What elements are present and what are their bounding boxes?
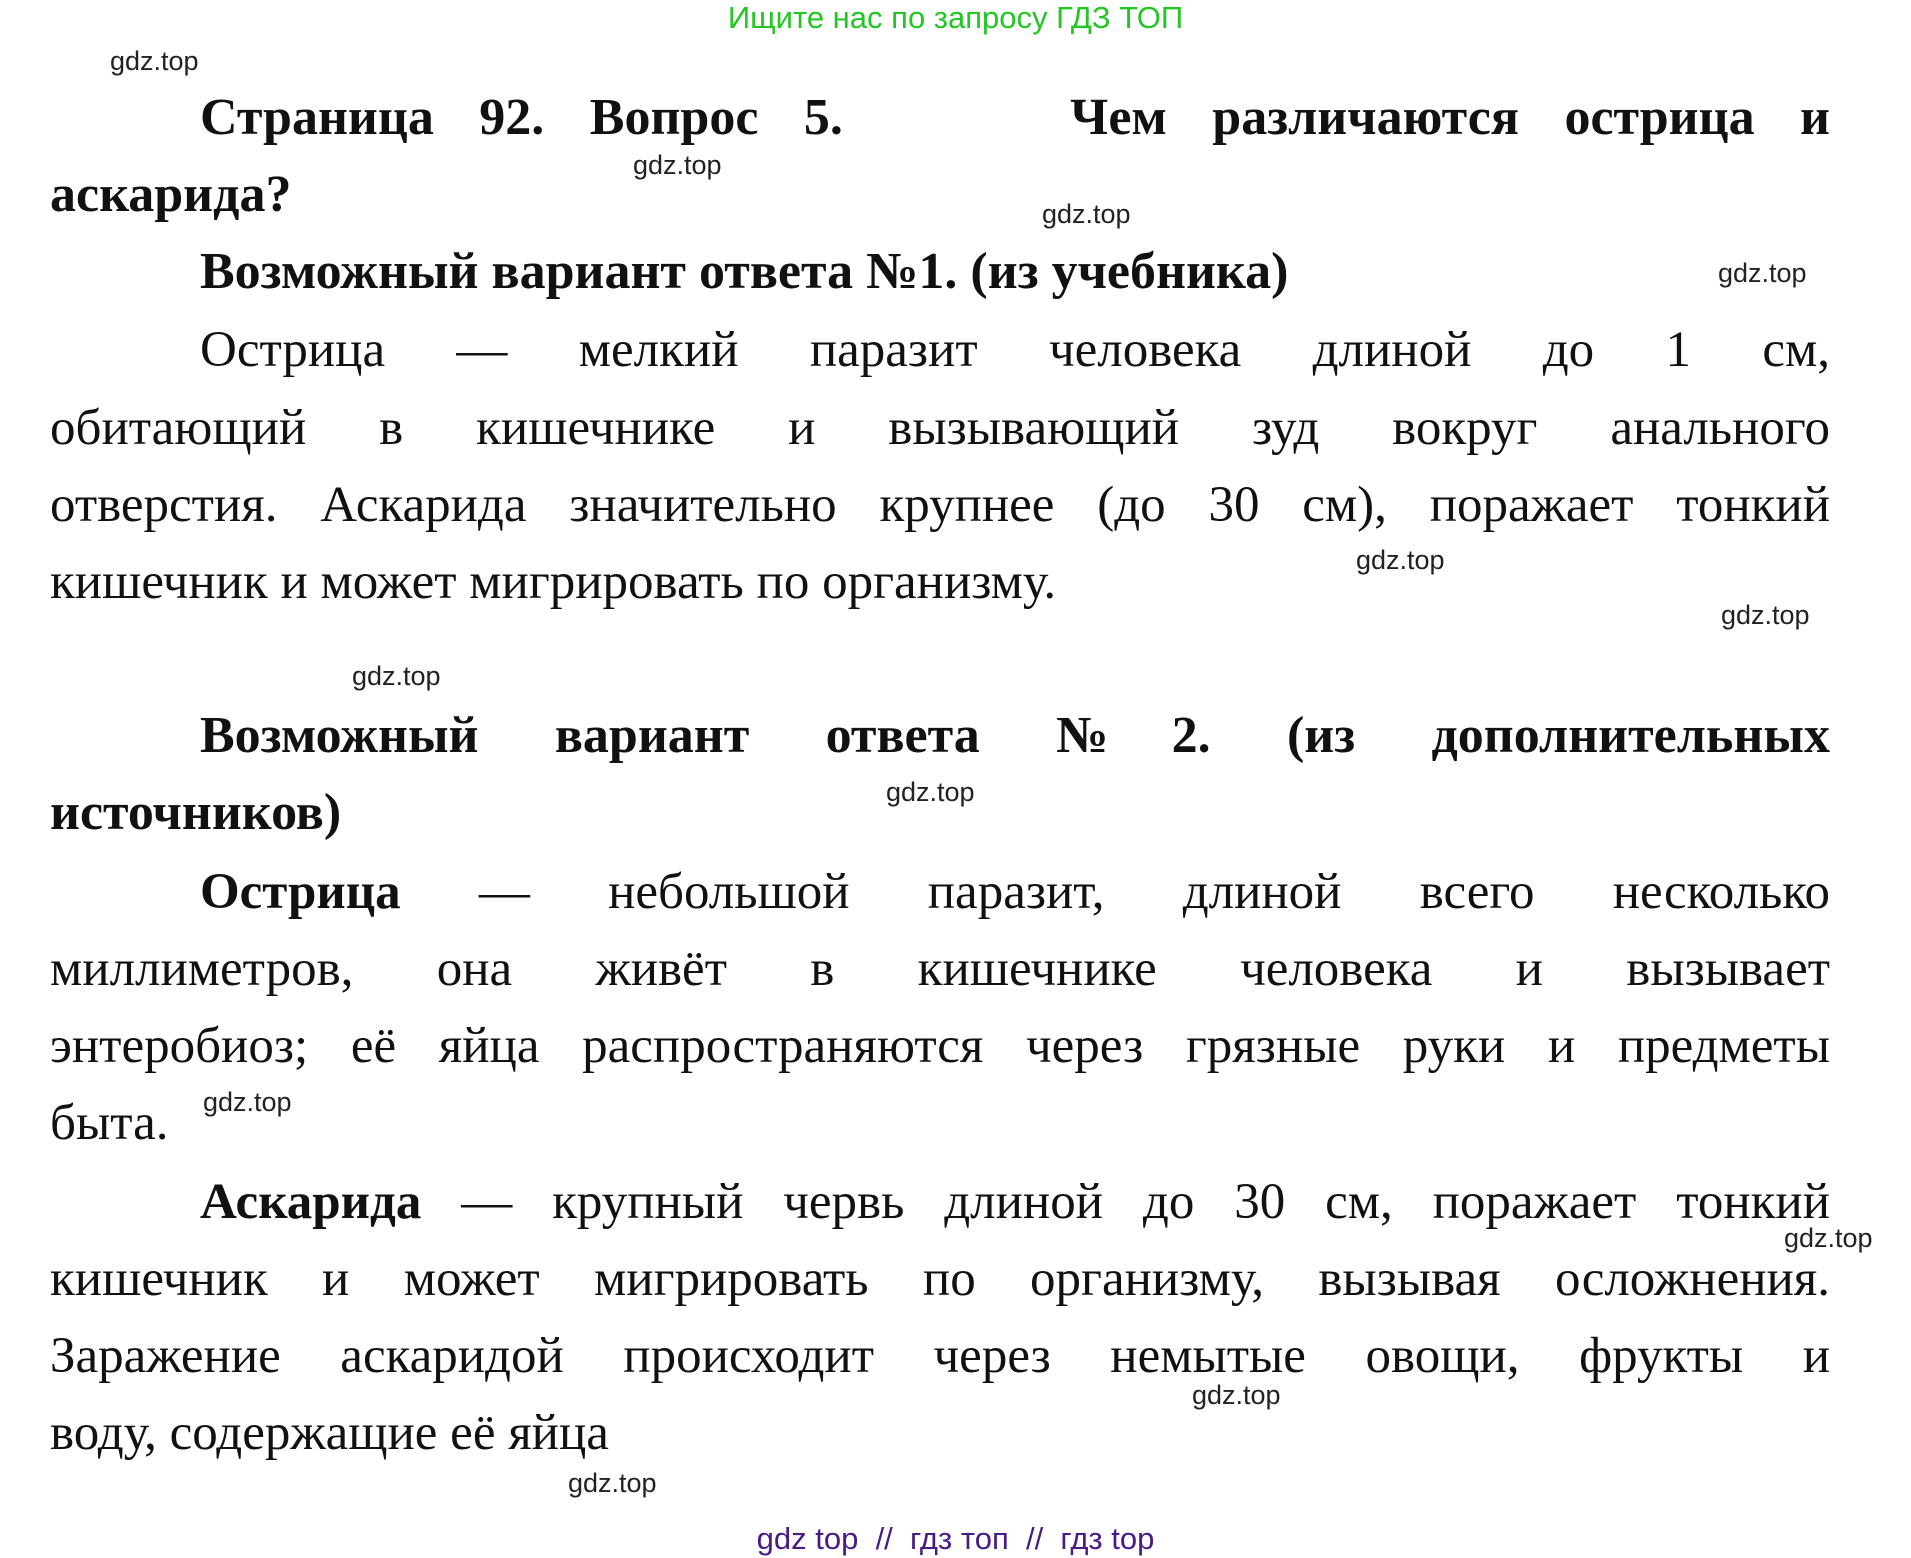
footer-links: gdz top // гдз топ // гдз top: [756, 1521, 1155, 1556]
answer1-line: отверстия. Аскарида значительно крупнее (до 30 см), поражает тонкий: [50, 477, 1830, 533]
answer1-line: Острица — мелкий паразит человека длиной до 1 см,: [200, 322, 1830, 378]
watermark: gdz.top: [110, 46, 199, 76]
watermark: gdz.top: [1721, 600, 1810, 630]
watermark: gdz.top: [568, 1468, 657, 1498]
watermark: gdz.top: [203, 1087, 292, 1117]
pinworm-term: Острица: [200, 864, 401, 920]
watermark: gdz.top: [1718, 258, 1807, 288]
pinworm-line: энтеробиоз; её яйца распространяются через грязные руки и предметы: [50, 1018, 1830, 1074]
pinworm-line: быта.: [50, 1095, 169, 1151]
watermark: gdz.top: [352, 661, 441, 691]
answer1-line: обитающий в кишечнике и вызывающий зуд вокруг анального: [50, 400, 1830, 456]
roundworm-term: Аскарида: [200, 1174, 422, 1230]
pinworm-line: [200, 862, 1830, 922]
roundworm-line: Заражение аскаридой происходит через немытые овощи, фрукты и: [50, 1328, 1830, 1384]
answer2-heading-continued: источников): [50, 784, 342, 841]
roundworm-line: воду, содержащие её яйца: [50, 1405, 609, 1461]
watermark: gdz.top: [1192, 1380, 1281, 1410]
watermark: gdz.top: [886, 777, 975, 807]
watermark: gdz.top: [633, 150, 722, 180]
roundworm-line: [200, 1172, 1830, 1232]
answer1-heading: Возможный вариант ответа №1. (из учебника): [200, 243, 1289, 300]
roundworm-text: — крупный червь длиной до 30 см, поражает тонкий: [421, 1174, 1830, 1230]
roundworm-line: кишечник и может мигрировать по организму, вызывая осложнения.: [50, 1251, 1830, 1307]
pinworm-text: — небольшой паразит, длиной всего несколько: [400, 864, 1830, 920]
pinworm-line: миллиметров, она живёт в кишечнике человека и вызывает: [50, 941, 1830, 997]
question-title: Страница 92. Вопрос 5. Чем различаются острица и: [200, 89, 1830, 146]
watermark: gdz.top: [1042, 199, 1131, 229]
search-banner: Ищите нас по запросу ГДЗ ТОП: [727, 0, 1184, 35]
answer1-line: кишечник и может мигрировать по организму.: [50, 554, 1057, 610]
watermark: gdz.top: [1356, 545, 1445, 575]
watermark: gdz.top: [1784, 1223, 1873, 1253]
question-title-continued: аскарида?: [50, 166, 292, 223]
answer2-heading: Возможный вариант ответа №2. (из дополнительных: [200, 707, 1830, 764]
